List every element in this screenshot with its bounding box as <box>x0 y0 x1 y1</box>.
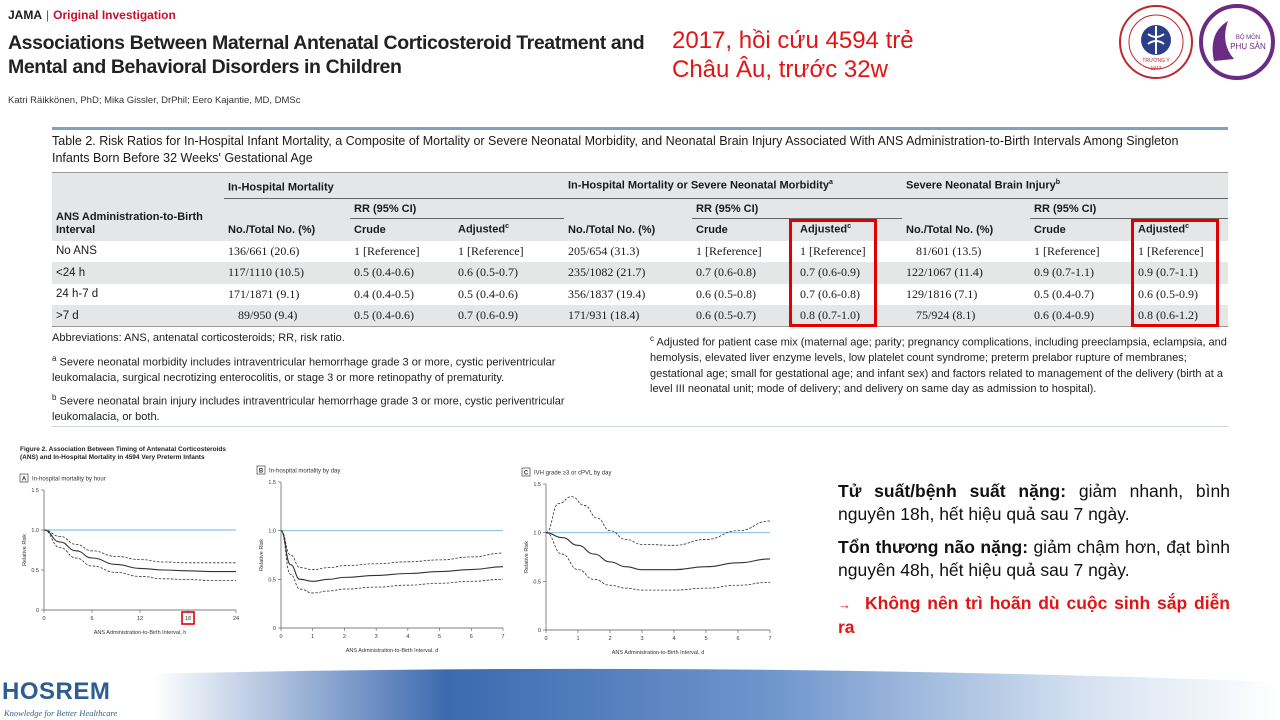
footnotes-left <box>52 331 612 430</box>
panel-title: In-hospital mortality by hour <box>32 476 106 483</box>
table-cell: 0.7 (0.6-0.9) <box>800 265 860 280</box>
y-tick-label: 0.5 <box>268 577 276 584</box>
department-label-1: BỘ MÔN <box>1235 35 1261 41</box>
article-authors: Katri Räikkönen, PhD; Mika Gissler, DrPhil; Eero Kajantie, MD, DMSc <box>8 95 301 106</box>
seal-label: TRƯỜNG Y <box>1142 58 1170 64</box>
x-tick-label: 3 <box>374 634 378 640</box>
rr-header-1: RR (95% CI) <box>350 199 564 219</box>
chart-panel-b <box>255 464 511 658</box>
footnote-a: $^a$ Severe neonatal morbidity includes intraventricular hemorrhage grade 3 or more, cystic periventricular leukomalacia, surgical necrotizing enterocolitis, or stage 3 or more retinopathy of prematurity. <box>52 353 556 384</box>
chart-panel-c <box>520 466 778 660</box>
rr-header-2: RR (95% CI) <box>692 199 902 219</box>
table-cell: 0.6 (0.5-0.7) <box>692 305 796 327</box>
stub-header: ANS Administration-to-Birth Interval <box>52 173 224 241</box>
series-ci-line <box>44 530 236 580</box>
department-logo <box>1198 3 1276 81</box>
y-tick-label: 1.0 <box>31 528 39 534</box>
chart-svg <box>18 472 244 640</box>
panel-title: IVH grade ≥3 or cPVL by day <box>534 470 612 477</box>
table-cell: 1 [Reference] <box>800 243 866 258</box>
x-tick-label: 7 <box>768 636 772 642</box>
highlight-box-morbidity-adjusted <box>789 219 877 327</box>
group-header-morbidity: In-Hospital Mortality or Severe Neonatal Morbidity$^a$ <box>564 173 902 199</box>
x-tick-label: 12 <box>136 616 144 622</box>
table-cell: 0.9 (0.7-1.1) <box>1034 265 1094 280</box>
table-cell: 171/931 (18.4) <box>564 305 692 327</box>
series-ci-line <box>281 531 503 570</box>
x-tick-label: 18 <box>184 616 192 622</box>
x-tick-label: 0 <box>42 616 46 622</box>
table-cell: 0.6 (0.5-0.7) <box>458 265 518 280</box>
panel-letter: C <box>523 470 529 477</box>
col-adjusted-3: Adjusted$^c$ <box>1138 223 1189 237</box>
chart-svg <box>520 466 778 660</box>
x-tick-label: 6 <box>736 636 740 642</box>
table-cell: 81/601 (13.5) <box>916 243 982 258</box>
y-tick-label: 0.5 <box>533 579 541 586</box>
col-adjusted-2: Adjusted$^c$ <box>800 223 851 237</box>
table-cell: 0.5 (0.4-0.7) <box>1034 286 1094 301</box>
row-label: No ANS <box>56 245 97 258</box>
footnote-b: $^b$ Severe neonatal brain injury includes intraventricular hemorrhage grade 3 or more, cystic periventricular leukomalacia, or both. <box>52 393 565 424</box>
table-row <box>52 305 1228 327</box>
y-tick-label: 0 <box>537 628 541 634</box>
table-cell: 0.7 (0.6-0.8) <box>696 265 756 280</box>
col-adjusted-1: Adjusted$^c$ <box>458 223 509 237</box>
chart-svg <box>255 464 511 658</box>
table-row <box>52 241 1228 263</box>
arrow-icon: → <box>838 597 851 612</box>
summary-mortality: Tử suất/bệnh suất nặng: giảm nhanh, bình nguyên 18h, hết hiệu quả sau 7 ngày. <box>838 481 1230 524</box>
x-tick-label: 6 <box>469 634 473 640</box>
x-tick-label: 5 <box>704 636 708 642</box>
y-tick-label: 0 <box>272 626 276 632</box>
x-tick-label: 2 <box>342 634 346 640</box>
row-label: >7 d <box>52 305 224 327</box>
table-cell: 1 [Reference] <box>458 243 524 258</box>
table-cell: 89/950 (9.4) <box>224 305 350 327</box>
series-ci-line <box>546 533 770 590</box>
seal-year: 1947 <box>1150 66 1162 72</box>
y-axis-label: Relative Risk <box>259 538 265 572</box>
table-cell: 0.5 (0.4-0.6) <box>354 265 414 280</box>
study-note-line2: Châu Âu, trước 32w <box>672 56 888 83</box>
x-tick-label: 0 <box>544 636 548 642</box>
journal-name: JAMA <box>8 8 43 22</box>
series-estimate-line <box>281 531 503 582</box>
table-cell: 0.6 (0.5-0.8) <box>696 286 756 301</box>
group-header-mortality: In-Hospital Mortality <box>224 173 564 199</box>
panel-letter: B <box>258 468 264 475</box>
col-crude-2: Crude <box>696 223 728 236</box>
table-cell: 171/1871 (9.1) <box>228 286 300 301</box>
summary-conclusion: → Không nên trì hoãn dù cuộc sinh sắp diễn ra <box>838 593 1230 637</box>
x-tick-label: 24 <box>232 616 240 622</box>
summary-brain-injury: Tổn thương não nặng: giảm chậm hơn, đạt bình nguyên 48h, hết hiệu quả sau 7 ngày. <box>838 537 1230 580</box>
table-cell: 122/1067 (11.4) <box>906 265 983 280</box>
table-cell: 0.6 (0.5-0.9) <box>1138 286 1198 301</box>
y-tick-label: 1.5 <box>533 482 541 488</box>
hosrem-logo: HOSREM <box>2 678 111 705</box>
row-label: 24 h-7 d <box>56 288 99 301</box>
panel-letter: A <box>21 476 27 483</box>
series-ci-line <box>281 531 503 593</box>
y-tick-label: 0.5 <box>31 568 39 574</box>
y-axis-label: Relative Risk <box>524 540 530 574</box>
study-note <box>672 26 914 84</box>
table-cell: 117/1110 (10.5) <box>228 265 304 280</box>
x-tick-label: 4 <box>672 636 676 642</box>
y-axis-label: Relative Risk <box>22 533 28 567</box>
x-tick-label: 4 <box>406 634 410 640</box>
department-label-2: PHỤ SẢN <box>1230 42 1266 51</box>
col-crude-1: Crude <box>354 223 386 236</box>
table-bottom-rule <box>52 426 1228 427</box>
table-cell: 1 [Reference] <box>1138 243 1204 258</box>
y-tick-label: 1.0 <box>533 530 541 537</box>
footnote-abbreviations: Abbreviations: ANS, antenatal corticosteroids; RR, risk ratio. <box>52 332 345 344</box>
y-tick-label: 1.5 <box>268 480 276 486</box>
x-tick-label: 0 <box>279 634 283 640</box>
study-note-line1: 2017, hồi cứu 4594 trẻ <box>672 27 914 54</box>
table-cell: 0.5 (0.4-0.6) <box>350 305 454 327</box>
y-tick-label: 1.5 <box>31 488 39 494</box>
table-cell: 0.7 (0.6-0.8) <box>800 286 860 301</box>
y-tick-label: 1.0 <box>268 528 276 535</box>
panel-title: In-hospital mortality by day <box>269 468 341 475</box>
table-cell: 1 [Reference] <box>1034 243 1100 258</box>
group-header-brain-injury: Severe Neonatal Brain Injury$^b$ <box>902 173 1228 199</box>
series-ci-line <box>44 530 236 563</box>
col-no-2: No./Total No. (%) <box>568 223 656 236</box>
x-axis-label: ANS Administration-to-Birth Interval, h <box>93 630 187 636</box>
rr-header-3: RR (95% CI) <box>1030 199 1228 219</box>
table-cell: 0.9 (0.7-1.1) <box>1138 265 1198 280</box>
table-cell: 0.8 (0.6-1.2) <box>1134 305 1228 327</box>
table-cell: 0.4 (0.4-0.5) <box>354 286 414 301</box>
x-tick-label: 1 <box>576 636 580 642</box>
chart-panel-a <box>18 472 244 640</box>
x-tick-label: 3 <box>640 636 644 642</box>
col-no-3: No./Total No. (%) <box>906 223 994 236</box>
hosrem-tagline: Knowledge for Better Healthcare <box>4 708 118 718</box>
highlight-box-brain-adjusted <box>1131 219 1219 327</box>
x-tick-label: 7 <box>501 634 505 640</box>
x-tick-label: 5 <box>438 634 442 640</box>
summary-text <box>838 480 1230 649</box>
table-cell: 136/661 (20.6) <box>228 243 300 258</box>
table-row <box>52 262 1228 284</box>
journal-separator: | <box>46 8 50 22</box>
figure-title: Figure 2. Association Between Timing of Antenatal Corticosteroids (ANS) and In-Hospital Mortality in 4594 Very Preterm Infants <box>20 446 226 461</box>
table-cell: 205/654 (31.3) <box>568 243 640 258</box>
series-ci-line <box>546 497 770 546</box>
table-cell: 129/1816 (7.1) <box>906 286 978 301</box>
journal-line <box>8 8 176 22</box>
table-cell: 0.5 (0.4-0.6) <box>458 286 518 301</box>
series-estimate-line <box>44 530 236 572</box>
x-axis-label: ANS Administration-to-Birth Interval, d <box>611 650 705 656</box>
col-crude-3: Crude <box>1034 223 1066 236</box>
x-tick-label: 1 <box>311 634 315 640</box>
table-cell: 356/1837 (19.4) <box>568 286 646 301</box>
article-section: Original Investigation <box>53 8 176 22</box>
article-title: Associations Between Maternal Antenatal Corticosteroid Treatment and Mental and Behavioral Disorders in Children <box>8 32 645 78</box>
table-cell: 1 [Reference] <box>696 243 762 258</box>
x-tick-label: 2 <box>608 636 612 642</box>
y-tick-label: 0 <box>35 608 39 614</box>
table-cell: 0.6 (0.4-0.9) <box>1030 305 1134 327</box>
series-estimate-line <box>546 533 770 570</box>
table-cell: 235/1082 (21.7) <box>568 265 646 280</box>
table-cell: 1 [Reference] <box>354 243 420 258</box>
col-no-1: No./Total No. (%) <box>228 223 316 236</box>
footer-band <box>0 664 1280 720</box>
row-label: <24 h <box>56 266 86 279</box>
table-row <box>52 284 1228 306</box>
university-seal-logo <box>1118 4 1194 80</box>
x-axis-label: ANS Administration-to-Birth Interval, d <box>345 648 439 654</box>
table-caption: Table 2. Risk Ratios for In-Hospital Infant Mortality, a Composite of Mortality or Severe Neonatal Morbidity, and Neonatal Brain Injury Associated With ANS Administration-to-Birth Intervals Among Singleton Infants Born Before 32 Weeks' Gestational Age <box>52 134 1179 165</box>
x-tick-label: 6 <box>90 616 94 622</box>
risk-ratio-table <box>52 172 1228 327</box>
table-cell: 0.7 (0.6-0.9) <box>454 305 564 327</box>
footnote-c: $^c$ Adjusted for patient case mix (maternal age; parity; pregnancy complications, including preeclampsia, eclampsia, and hemolysis, elevated liver enzyme levels, low platelet count syndrome; preterm prelabor rupture of membranes; gestational age; small for gestational age; and infant sex) and factors related to management of the delivery (birth at a level III neonatal unit; mode of delivery; and delivery on same day as admission to hospital). <box>650 334 1227 396</box>
table-top-rule <box>52 127 1228 130</box>
table-cell: 75/924 (8.1) <box>902 305 1030 327</box>
table-cell: 0.8 (0.7-1.0) <box>796 305 902 327</box>
